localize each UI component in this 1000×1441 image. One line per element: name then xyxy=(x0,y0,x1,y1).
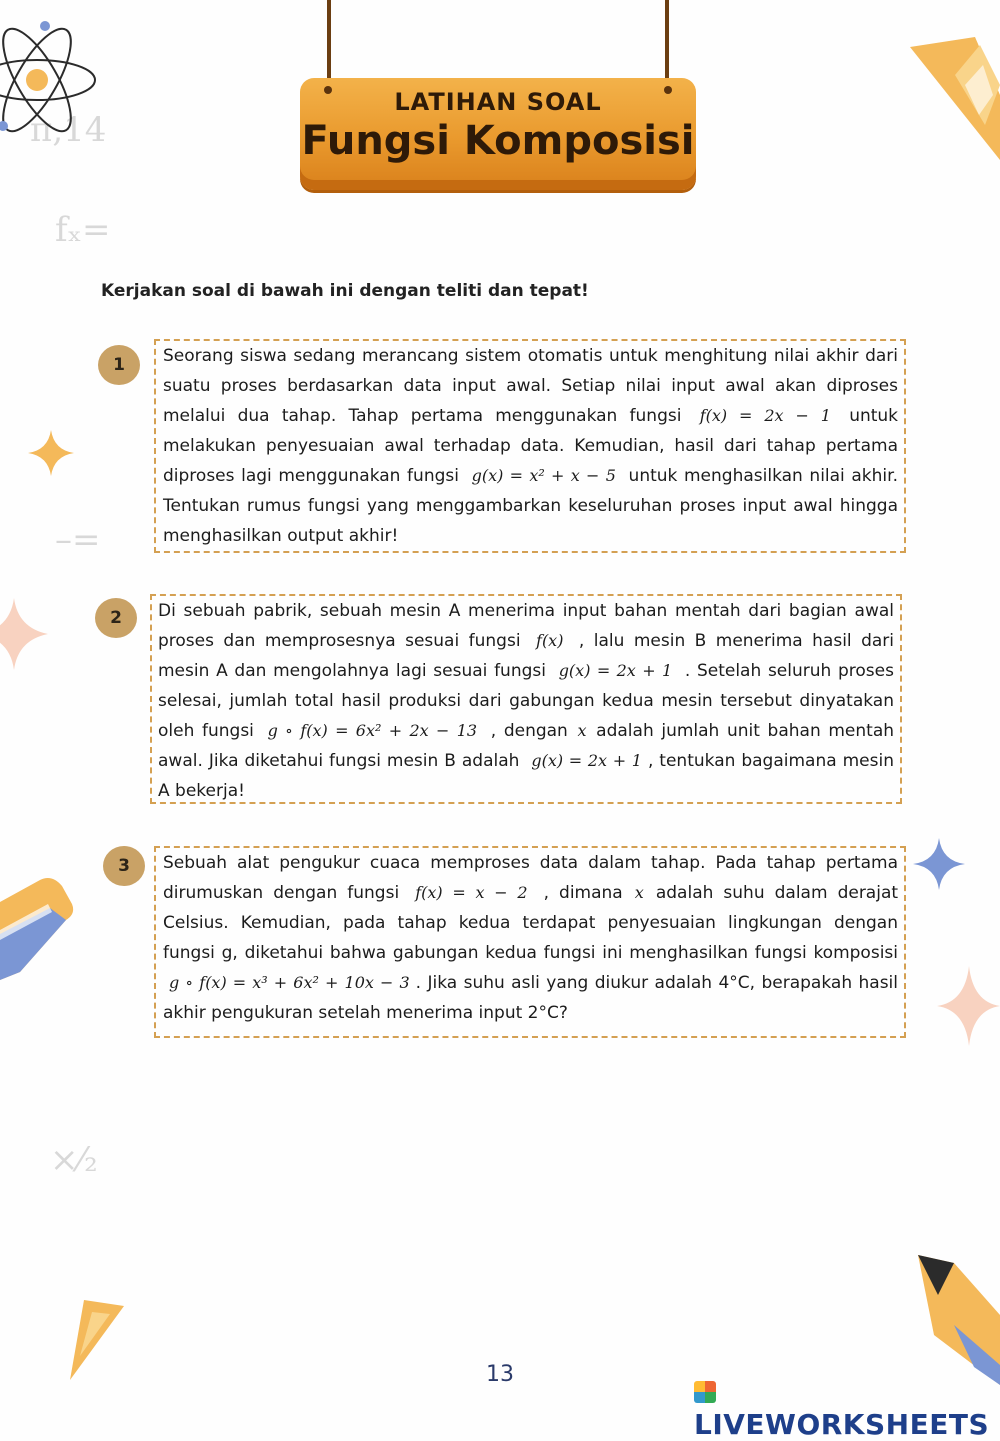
bg-doodle-frac: ×⁄₂ xyxy=(50,1140,98,1180)
question-text: untuk menghasilkan nilai akhir. Tentukan rumus fungsi yang menggambarkan keseluruhan proses input awal hingga menghasilkan output akhir! xyxy=(163,466,898,546)
question-text: , tentukan bagaimana mesin A bekerja! xyxy=(158,751,894,801)
bg-doodle-pi: π,14 xyxy=(30,110,107,150)
pencil-shaving-icon xyxy=(62,1300,124,1380)
sparkle-icon xyxy=(28,430,74,476)
brand-text: LIVEWORKSHEETS xyxy=(694,1408,990,1441)
question-text: , dengan xyxy=(490,721,568,741)
question-text: adalah suhu dalam derajat Celsius. Kemudian, pada tahap kedua terdapat penyesuaian lingkungan dengan fungsi g, diketahui bahwa gabungan kedua fungsi ini menghasilkan fungsi komposisi xyxy=(163,883,899,963)
math-formula: f(x) = x − 2 xyxy=(415,883,528,902)
liveworksheets-logo-icon xyxy=(694,1381,716,1403)
bg-doodle-minus: –= xyxy=(55,520,101,560)
question-text: . Setelah seluruh proses selesai, jumlah total hasil produksi dari gabungan kedua mesin tersebut dinyatakan oleh fungsi xyxy=(158,661,894,741)
pencil-icon xyxy=(914,1255,1000,1385)
eraser-icon xyxy=(0,872,74,980)
title-sign xyxy=(300,78,696,190)
question-text: Di sebuah pabrik, sebuah mesin A menerima input bahan mentah dari bagian awal proses dan memprosesnya sesuai fungsi xyxy=(158,601,894,651)
question-text: , dimana xyxy=(543,883,623,903)
math-variable: x xyxy=(634,883,644,902)
math-formula: g(x) = x² + x − 5 xyxy=(471,466,616,485)
question-text: adalah jumlah unit bahan mentah awal. Jika diketahui fungsi mesin B adalah xyxy=(158,721,895,771)
brand-logo xyxy=(694,1375,1000,1441)
question-text: Sebuah alat pengukur cuaca memproses data dalam tahap. Pada tahap pertama dirumuskan dengan fungsi xyxy=(163,853,898,903)
instruction-text: Kerjakan soal di bawah ini dengan teliti dan tepat! xyxy=(101,281,589,301)
math-variable: x xyxy=(577,721,587,740)
sparkle-icon xyxy=(0,598,48,670)
question-text: untuk melakukan penyesuaian awal terhadap data. Kemudian, hasil dari tahap pertama diproses lagi menggunakan fungsi xyxy=(163,406,899,486)
math-formula: f(x) xyxy=(536,631,564,650)
question-text: , lalu mesin B menerima hasil dari mesin A dan mengolahnya lagi sesuai fungsi xyxy=(158,631,895,681)
bg-doodle-fx: fₓ= xyxy=(55,210,111,250)
question-text: Seorang siswa sedang merancang sistem otomatis untuk menghitung nilai akhir dari suatu proses berdasarkan data input awal. Setiap nilai input awal akan diproses melalui dua tahap. Tahap pertama menggunakan fungsi xyxy=(163,346,898,426)
page-number: 13 xyxy=(486,1362,514,1387)
math-formula: f(x) = 2x − 1 xyxy=(699,406,831,425)
question-number-2: 2 xyxy=(95,598,137,638)
sparkle-icon xyxy=(937,966,1000,1046)
math-formula: g ∘ f(x) = 6x² + 2x − 13 xyxy=(267,721,478,740)
pencil-shaving-icon xyxy=(905,35,1000,165)
sign-title: Fungsi Komposisi xyxy=(301,118,695,164)
question-box-1 xyxy=(154,339,906,553)
math-formula: g ∘ f(x) = x³ + 6x² + 10x − 3 xyxy=(169,973,410,992)
question-text: . Jika suhu asli yang diukur adalah 4°C, berapakah hasil akhir pengukuran setelah menerima input 2°C? xyxy=(163,973,898,1023)
question-number-1: 1 xyxy=(98,345,140,385)
sign-subtitle: LATIHAN SOAL xyxy=(394,88,602,116)
sparkle-icon xyxy=(913,838,965,890)
question-number-3: 3 xyxy=(103,846,145,886)
question-box-2 xyxy=(150,594,902,804)
math-formula: g(x) = 2x + 1 xyxy=(558,661,673,680)
question-box-3 xyxy=(154,846,906,1038)
atom-icon xyxy=(0,18,100,143)
math-formula: g(x) = 2x + 1 xyxy=(531,751,642,770)
